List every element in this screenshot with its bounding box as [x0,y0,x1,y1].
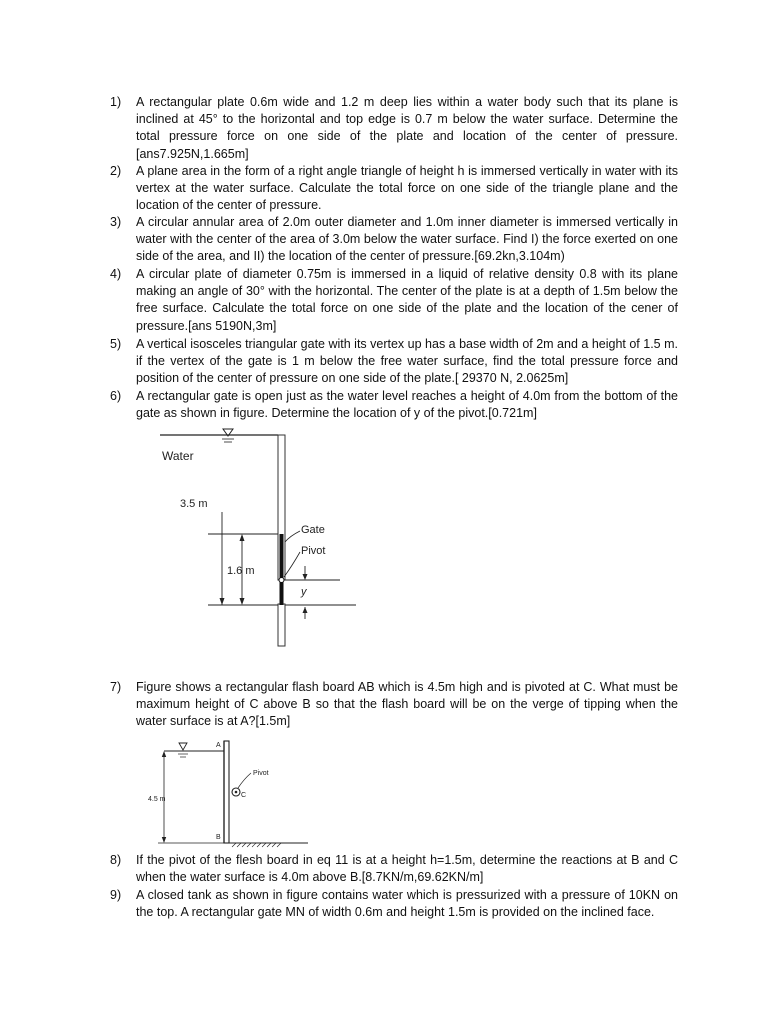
question-text: A plane area in the form of a right angle triangle of height h is immersed vertically in water with its vertex at the water surface. Calculate the total force on one side of the triangle plane and the location of the center of pressure. [136,164,678,213]
question-number: 3) [110,215,122,229]
question-number: 5) [110,337,122,351]
gate-label: Gate [301,524,325,536]
question-text: A closed tank as shown in figure contains water which is pressurized with a pressure of 10KN on the top. A rectangular gate MN of width 0.6m and height 1.5m is provided on the inclined face. [136,888,678,920]
question-number: 2) [110,164,122,178]
water-label: Water [162,449,194,463]
flash-board-figure [140,731,310,849]
question-text: Figure shows a rectangular flash board AB which is 4.5m high and is pivoted at C. What must be maximum height of C above B so that the flash board will be on the verge of tipping when the water surface is at A?[1.5m] [136,680,678,729]
question-number: 9) [110,888,122,902]
y-label: y [301,586,307,598]
question-number: 4) [110,267,122,281]
gate-pivot-figure [150,424,390,660]
b-label: B [216,834,221,841]
c-label: C [241,792,247,799]
question-text: If the pivot of the flesh board in eq 11 is at a height h=1.5m, determine the reactions at B and C when the water surface is 4.0m above B.[8.7KN/m,69.62KN/m] [136,853,678,885]
water-level-symbol [179,743,187,750]
question-7 [110,679,678,731]
question-text: A rectangular gate is open just as the water level reaches a height of 4.0m from the bottom of the gate as shown in figure. Determine the location of y of the pivot.[0.721m] [136,389,678,421]
question-number: 7) [110,680,122,694]
question-6 [110,388,678,422]
question-text: A rectangular plate 0.6m wide and 1.2 m deep lies within a water body such that its plane is inclined at 45° to the horizontal and top edge is 0.7 m below the water surface. Determine the total pressure force on one side of the plate and location of the center of pressure.[ans7.925N,1.665m] [136,95,678,161]
height-label: 4.5 m [148,796,166,803]
pivot-label: Pivot [301,545,326,557]
question-1 [110,94,678,163]
pivot-point [279,578,284,583]
wall-lower [278,604,285,646]
question-text: A circular plate of diameter 0.75m is immersed in a liquid of relative density 0.8 with its plane making an angle of 30° with the horizontal. The center of the plate is at a depth of 1.5m below the free surface. Calculate the total force on one side of the plate and the location of the cener of pressure.[ans 5190N,3m] [136,267,678,333]
gate-height-label: 1.6 m [227,565,255,577]
pivot-label: Pivot [253,770,269,777]
question-2 [110,163,678,215]
question-number: 6) [110,389,122,403]
question-5 [110,336,678,388]
question-number: 8) [110,853,122,867]
question-text: A vertical isosceles triangular gate with its vertex up has a base width of 2m and a height of 1.5 m. if the vertex of the gate is 1 m below the free water surface, find the total pressure force and position of the center of pressure on one side of the plate.[ 29370 N, 2.0625m] [136,337,678,386]
question-4 [110,266,678,335]
depth-label: 3.5 m [180,498,208,510]
question-3 [110,214,678,266]
flash-board [224,741,229,843]
question-number: 1) [110,95,122,109]
question-8 [110,852,678,886]
question-text: A circular annular area of 2.0m outer diameter and 1.0m inner diameter is immersed vertically in water with the center of the area of 3.0m below the water surface. Find I) the force exerted on one side of the area, and II) the location of the center of pressure.[69.2kn,3.104m) [136,215,678,264]
a-label: A [216,742,221,749]
question-9 [110,887,678,921]
